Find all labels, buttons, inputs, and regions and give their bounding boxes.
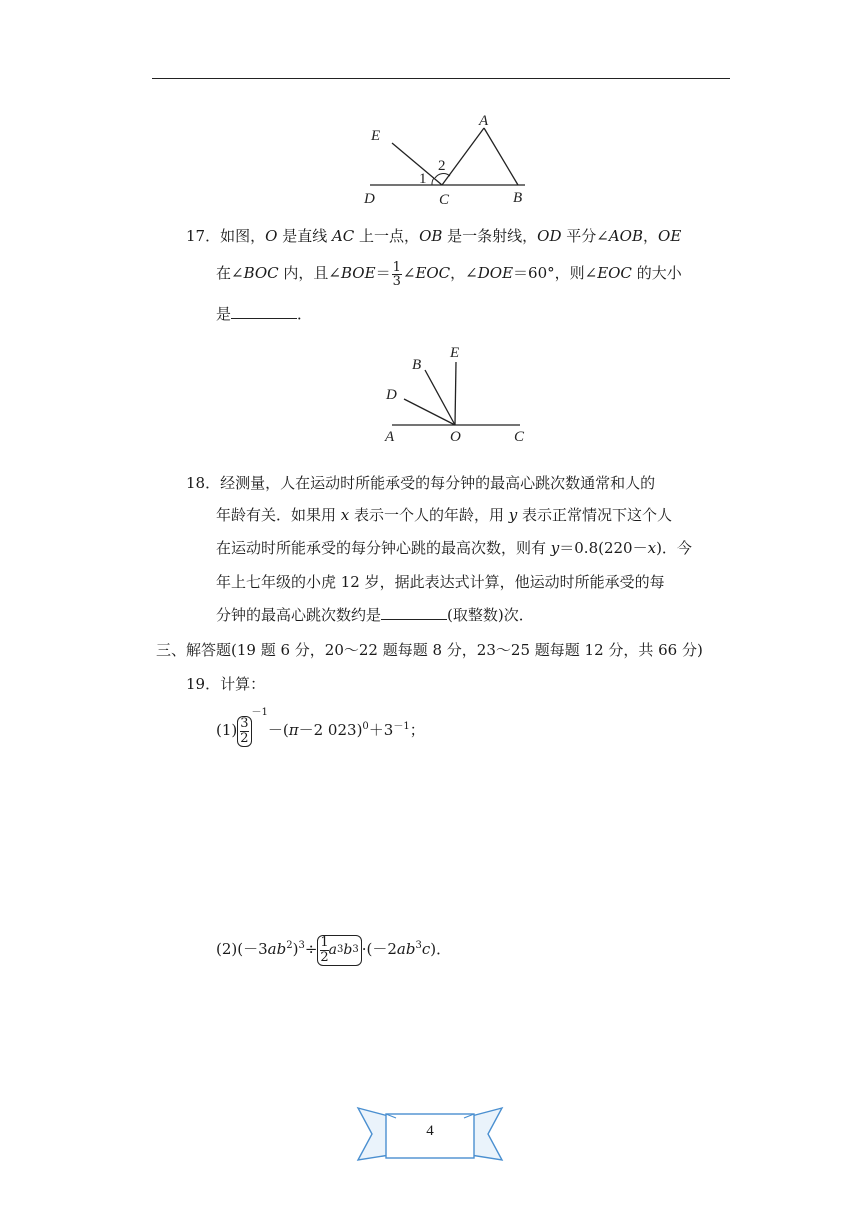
label-d: D	[386, 387, 397, 403]
label-1: 1	[419, 171, 427, 187]
page-footer-ribbon	[356, 1104, 504, 1164]
q19-part2: $(2)(-3ab^2)^3\div$ 1 2 a 3 b 3 $\cdot(-2ab^3c)$．	[216, 934, 452, 965]
label-c: C	[514, 429, 525, 445]
answer-blank-17[interactable]	[231, 304, 297, 319]
label-o: O	[450, 429, 461, 445]
q17-line2: 在∠BOC 内，且∠BOE＝ $\frac{1}{3}$ ∠EOC，∠DOE＝60°，则∠EOC 的大小	[216, 259, 682, 289]
label-2: 2	[438, 158, 446, 174]
q18-line2: 年龄有关．如果用 x 表示一个人的年龄，用 y 表示正常情况下这个人	[216, 506, 673, 524]
page-number: 4	[426, 1123, 434, 1139]
label-a: A	[479, 113, 489, 129]
q18-line5: 分钟的最高心跳次数约是 (取整数)次．	[216, 606, 534, 624]
paren-half-a3b3: 1 2 a 3 b 3	[317, 935, 361, 966]
q18-line3: 在运动时所能承受的每分钟心跳的最高次数，则有 y＝0.8(220－x)．今	[216, 539, 692, 557]
figure-rays-on-line	[380, 342, 540, 450]
label-b: B	[412, 357, 422, 373]
paren-fraction-3-2: $\frac{3}{2}$	[237, 716, 251, 747]
header-rule	[152, 78, 730, 79]
q18-line1: 18．经测量，人在运动时所能承受的每分钟的最高心跳次数通常和人的	[186, 474, 656, 492]
label-c: C	[439, 192, 450, 208]
section-title: 三、解答题(19 题 6 分，20～22 题每题 8 分，23～25 题每题 12 分，共 66 分)	[156, 641, 703, 659]
fraction-one-third: $\frac{1}{3}$	[392, 259, 401, 289]
label-a: A	[385, 429, 395, 445]
label-e: E	[450, 345, 460, 361]
q18-line4: 年上七年级的小虎 12 岁，据此表达式计算，他运动时所能承受的每	[216, 573, 665, 591]
q17-line1: 17．如图，O 是直线 AC 上一点，OB 是一条射线，OD 平分∠AOB，OE	[186, 227, 682, 245]
label-b: B	[513, 190, 523, 206]
figure-angle-triangle	[360, 112, 540, 212]
q19-title: 19．计算：	[186, 675, 266, 693]
label-d: D	[364, 191, 375, 207]
q19-part1: (1) $\frac{3}{2}$ $^{-1}$－(π－2 $023)^0+3^{-1}$；	[216, 707, 425, 746]
answer-blank-18[interactable]	[381, 605, 447, 620]
q17-line3: 是 ．	[216, 305, 313, 323]
label-e: E	[371, 128, 381, 144]
